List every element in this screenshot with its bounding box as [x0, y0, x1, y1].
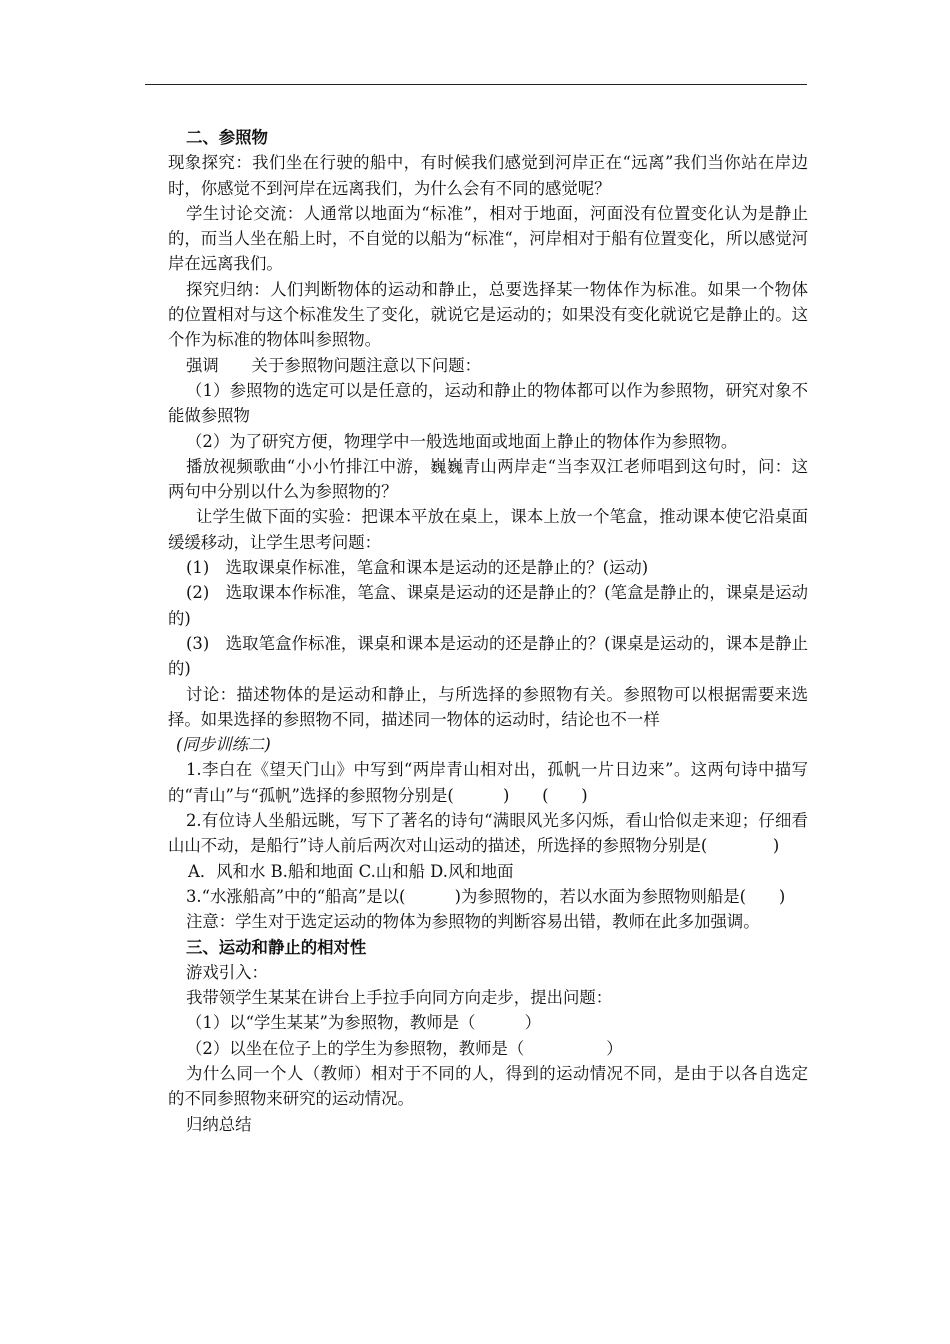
paragraph-summary: 探究归纳：人们判断物体的运动和静止，总要选择某一物体作为标准。如果一个物体的位置相对与这个标准发生了变化，就说它是运动的；如果没有变化就说它是静止的。这个作为标准的物体叫参照物。	[168, 279, 808, 350]
experiment-question-3: (3) 选取笔盒作标准，课桌和课本是运动的还是静止的？(课桌是运动的，课本是静止的)	[168, 633, 808, 679]
note-item-1: （1）参照物的选定可以是任意的，运动和静止的物体都可以作为参照物，研究对象不能做参照物	[168, 380, 808, 426]
exercise-1: 1.李白在《望天门山》中写到“两岸青山相对出，孤帆一片日边来”。这两句诗中描写的“青山”与“孤帆”选择的参照物分别是( ) ( )	[168, 760, 808, 805]
paragraph-phenomenon: 现象探究：我们坐在行驶的船中，有时候我们感觉到河岸正在“远离”我们当你站在岸边时，你感觉不到河岸在远离我们，为什么会有不同的感觉呢？	[168, 153, 808, 198]
document-body	[168, 125, 808, 1137]
paragraph-song: 播放视频歌曲“小小竹排江中游，巍巍青山两岸走“当李双江老师唱到这句时，问：这两句中分别以什么为参照物的？	[168, 456, 808, 502]
game-question-1: （1）以“学生某某”为参照物，教师是（ ）	[186, 1013, 541, 1033]
exercise-2-choices: A．风和水 B.船和地面 C.山和船 D.风和地面	[188, 861, 514, 881]
header-rule	[145, 84, 807, 85]
exercise-2: 2.有位诗人坐船远眺，写下了著名的诗句“满眼风光多闪烁，看山恰似走来迎；仔细看山山不动，是船行”诗人前后两次对山运动的描述，所选择的参照物分别是( )	[168, 811, 808, 856]
experiment-question-1: (1) 选取课桌作标准，笔盒和课本是运动的还是静止的？(运动)	[186, 558, 649, 578]
note-item-2: （2）为了研究方便，物理学中一般选地面或地面上静止的物体作为参照物。	[186, 431, 738, 451]
paragraph-discussion-2: 讨论：描述物体的是运动和静止，与所选择的参照物有关。参照物可以根据需要来选择。如果选择的参照物不同，描述同一物体的运动时，结论也不一样	[168, 684, 808, 729]
section-heading-relativity: 三、运动和静止的相对性	[186, 937, 367, 957]
game-description: 我带领学生某某在讲台上手拉手向同方向走步，提出问题：	[186, 988, 613, 1008]
attention-note: 注意：学生对于选定运动的物体为参照物的判断容易出错，教师在此多加强调。	[186, 912, 760, 932]
game-question-2: （2）以坐在位子上的学生为参照物，教师是（ ）	[186, 1038, 623, 1058]
exercise-3: 3.“水涨船高”中的“船高”是以( )为参照物的，若以水面为参照物则船是( )	[186, 886, 786, 906]
sync-training-title: (同步训练二)	[176, 735, 271, 755]
game-intro: 游戏引入：	[186, 962, 268, 982]
section-heading-reference-object: 二、参照物	[186, 128, 268, 147]
paragraph-experiment: 让学生做下面的实验：把课本平放在桌上，课本上放一个笔盒，推动课本使它沿桌面缓缓移动，让学生思考问题：	[168, 507, 808, 552]
paragraph-why: 为什么同一个人（教师）相对于不同的人，得到的运动情况不同，是由于以各自选定的不同参照物来研究的运动情况。	[168, 1063, 808, 1109]
paragraph-discussion: 学生讨论交流：人通常以地面为“标准”，相对于地面，河面没有位置变化认为是静止的，而当人坐在船上时，不自觉的以船为“标准“，河岸相对于船有位置变化，所以感觉河岸在远离我们。	[168, 203, 808, 274]
conclusion-heading: 归纳总结	[186, 1114, 252, 1134]
experiment-question-2: (2) 选取课本作标准，笔盒、课桌是运动的还是静止的？(笔盒是静止的，课桌是运动的)	[168, 583, 808, 628]
paragraph-emphasis: 强调 关于参照物问题注意以下问题：	[186, 355, 482, 375]
